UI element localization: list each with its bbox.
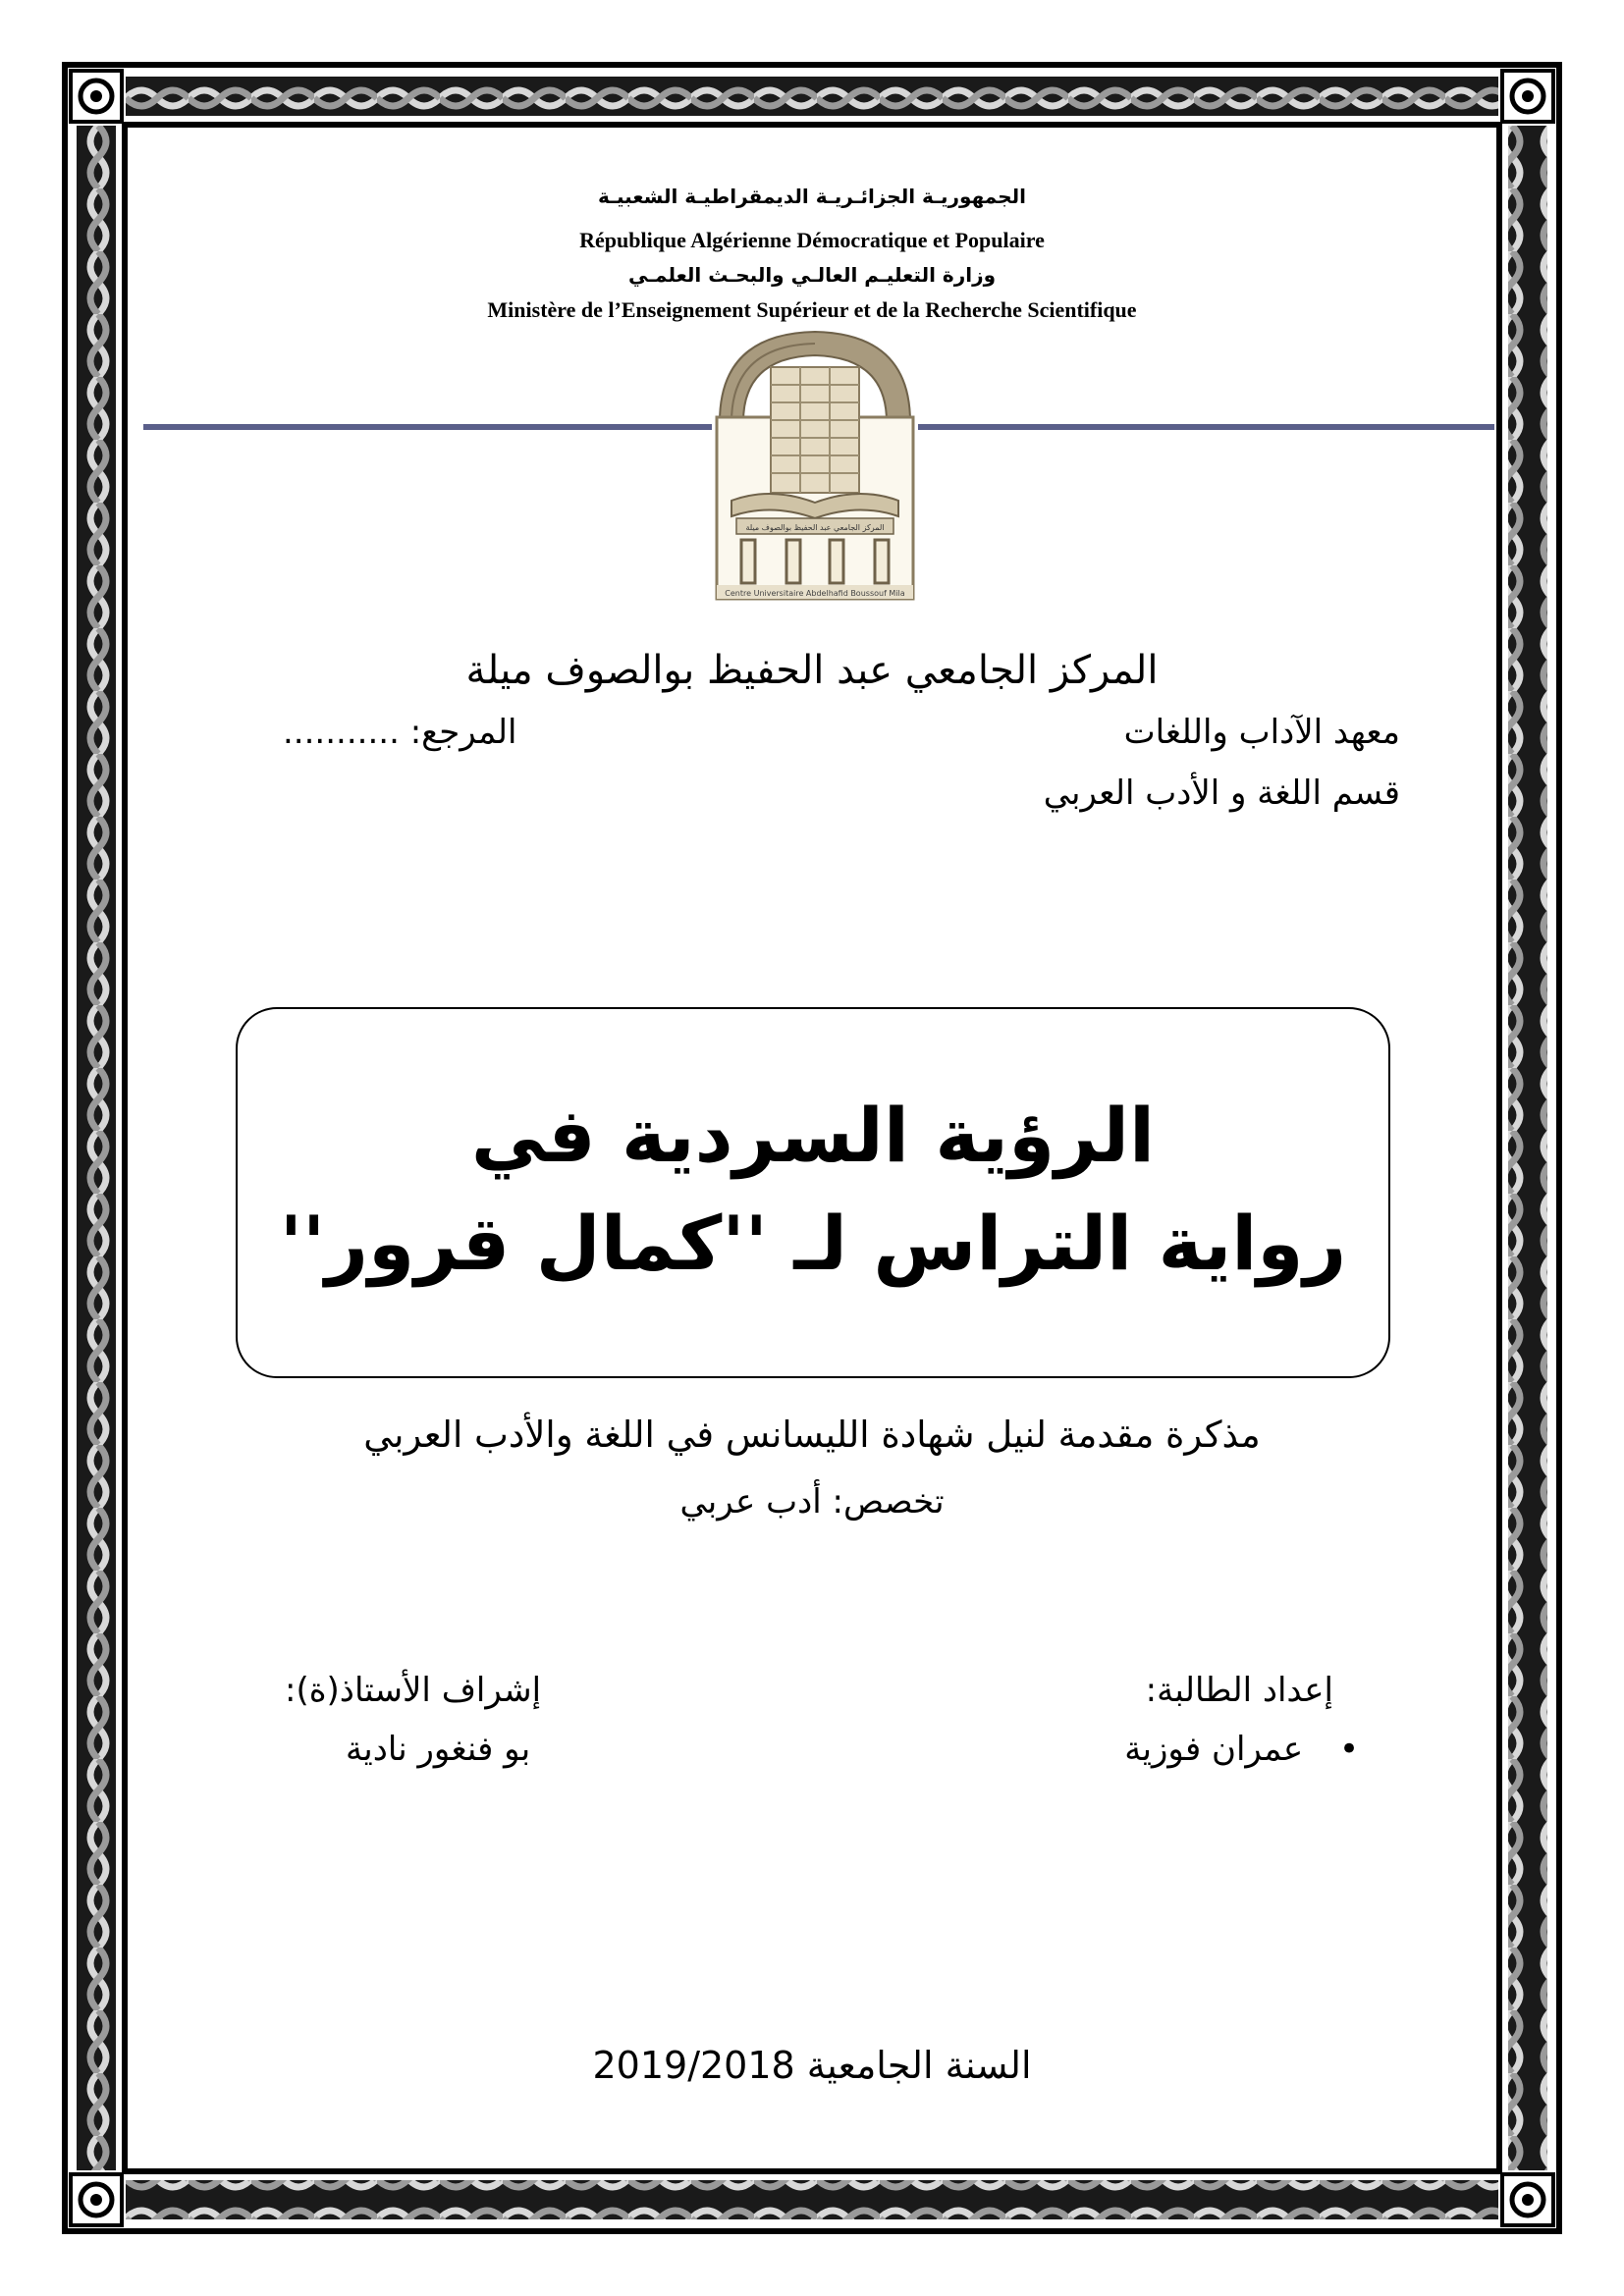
title-line-1: الرؤية السردية في <box>470 1092 1156 1179</box>
supervisor-label: إشراف الأستاذ(ة): <box>285 1671 542 1710</box>
student-name: عمران فوزية <box>1124 1730 1304 1769</box>
thesis-specialty: تخصص: أدب عربي <box>679 1482 945 1522</box>
ministry-french: Ministère de l’Enseignement Supérieur et de la Recherche Scientifique <box>487 297 1137 322</box>
svg-text:المركز الجامعي عبد الحفيظ بوال: المركز الجامعي عبد الحفيظ بوالصوف ميلة <box>745 523 885 532</box>
academic-year: السنة الجامعية 2019/2018 <box>592 2044 1032 2087</box>
department-name: قسم اللغة و الأدب العربي <box>1043 774 1400 813</box>
student-label: إعداد الطالبة: <box>1145 1671 1333 1710</box>
institute-name: معهد الآداب واللغات <box>1123 713 1400 752</box>
university-logo <box>712 324 918 604</box>
ministry-arabic: وزارة التعليـم العالـي والبحـث العلمـي <box>627 263 997 287</box>
institution-name: المركز الجامعي عبد الحفيظ بوالصوف ميلة <box>465 648 1159 693</box>
reference-label: المرجع: ........... <box>283 713 517 752</box>
republic-french: République Algérienne Démocratique et Populaire <box>579 228 1045 252</box>
university-building-icon <box>712 324 918 604</box>
student-entry <box>1124 1730 1359 1769</box>
title-box <box>236 1007 1390 1378</box>
bullet-icon: • <box>1338 1730 1359 1769</box>
supervisor-name: بو فنغور نادية <box>346 1730 531 1769</box>
title-line-2: رواية التراس لـ ''كمال قرور'' <box>279 1200 1347 1287</box>
thesis-purpose: مذكرة مقدمة لنيل شهادة الليسانس في اللغة والأدب العربي <box>363 1414 1261 1456</box>
svg-text:Centre Universitaire Abdelhafi: Centre Universitaire Abdelhafid Boussouf Mila <box>725 589 905 598</box>
republic-arabic: الجمهوريـة الجزائـريـة الديمقراطيـة الشعبيـة <box>598 185 1026 208</box>
